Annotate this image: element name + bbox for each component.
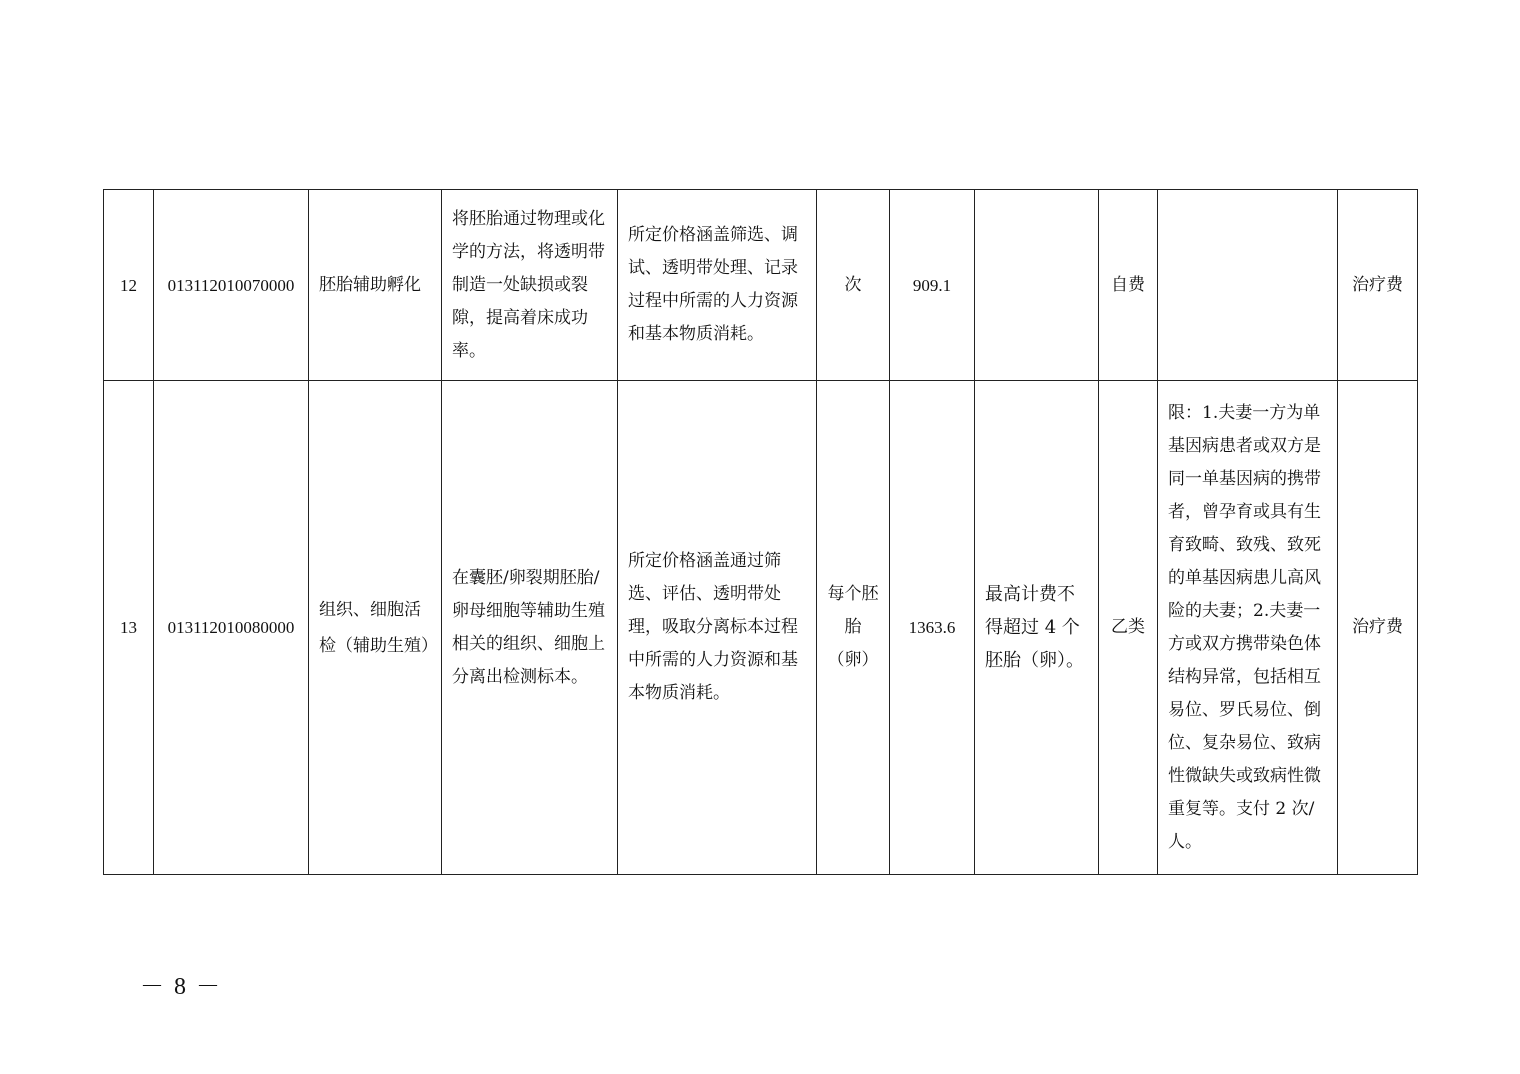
item-content-cell: 在囊胚/卵裂期胚胎/卵母细胞等辅助生殖相关的组织、细胞上分离出检测标本。	[442, 381, 618, 875]
price-scope-cell: 所定价格涵盖通过筛选、评估、透明带处理，吸取分离标本过程中所需的人力资源和基本物质消耗。	[618, 381, 817, 875]
seq-cell: 12	[104, 190, 154, 381]
table-row	[104, 381, 1418, 875]
fee-type-cell: 治疗费	[1338, 381, 1418, 875]
code-cell: 013112010080000	[154, 381, 309, 875]
price-cell: 1363.6	[890, 381, 975, 875]
item-name-cell: 胚胎辅助孵化	[309, 190, 442, 381]
limit-cell	[1158, 190, 1338, 381]
item-name-cell: 组织、细胞活检（辅助生殖）	[309, 381, 442, 875]
seq-cell: 13	[104, 381, 154, 875]
unit-cell: 每个胚胎（卵）	[817, 381, 890, 875]
price-table	[103, 189, 1418, 875]
remark-cell: 最高计费不得超过 4 个胚胎（卵）。	[975, 381, 1099, 875]
remark-cell	[975, 190, 1099, 381]
price-scope-cell: 所定价格涵盖筛选、调试、透明带处理、记录过程中所需的人力资源和基本物质消耗。	[618, 190, 817, 381]
page-number: － 8 －	[140, 974, 222, 1000]
code-cell: 013112010070000	[154, 190, 309, 381]
table-row	[104, 190, 1418, 381]
category-cell: 乙类	[1099, 381, 1158, 875]
category-cell: 自费	[1099, 190, 1158, 381]
limit-cell: 限：1.夫妻一方为单基因病患者或双方是同一单基因病的携带者，曾孕育或具有生育致畸、致残、致死的单基因病患儿高风险的夫妻；2.夫妻一方或双方携带染色体结构异常，包括相互易位、罗氏易位、倒位、复杂易位、致病性微缺失或致病性微重复等。支付 2 次/人。	[1158, 381, 1338, 875]
price-cell: 909.1	[890, 190, 975, 381]
item-content-cell: 将胚胎通过物理或化学的方法，将透明带制造一处缺损或裂隙，提高着床成功率。	[442, 190, 618, 381]
fee-type-cell: 治疗费	[1338, 190, 1418, 381]
unit-cell: 次	[817, 190, 890, 381]
